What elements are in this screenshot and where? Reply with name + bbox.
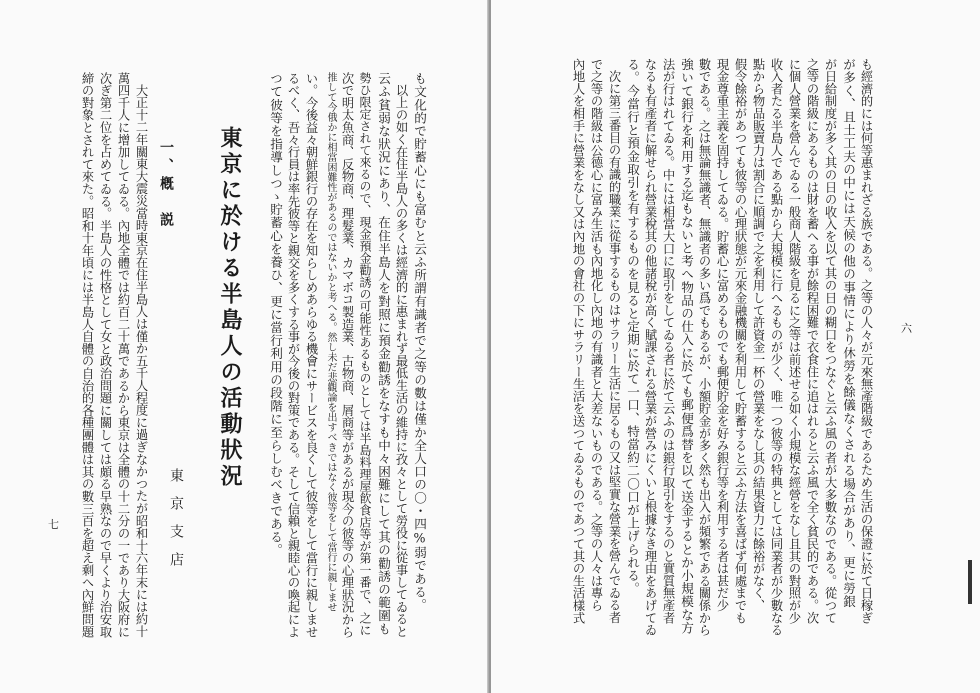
body-line: る。今當行と預金取引を有するものを見ると定期に於て一口、特當約二〇口が上げられる。 bbox=[625, 58, 640, 596]
continuation-line: 推して今俄かに相當困難性があるのではないかと考へる。然し未だ悲觀論を出すべきではなく彼等をして當行に親しませ bbox=[325, 72, 336, 612]
page-number-left: 七 bbox=[48, 518, 59, 531]
continuation-line: も文化的で貯蓄心にも富むと云ふ所謂有識者で之等の數は僅か全人口の〇・四%弱である。 bbox=[412, 72, 427, 612]
continuation-line: 勢ひ限定されて來るので、現金預金勸誘の可能性あるものとしては半島料理屋飮食店等が第一番で、之に bbox=[358, 72, 372, 636]
section-heading: 一、槪 説 bbox=[158, 140, 174, 230]
right-page bbox=[491, 0, 980, 693]
article-title: 東京に於ける半島人の活動狀況 bbox=[217, 126, 243, 490]
continuation-line: つて彼等を指導しつゝ貯蓄心を養ひ、更に當行利用の段階に至らしむべきである。 bbox=[268, 72, 283, 557]
body-line: 假令餘裕があつても彼等の心理狀態が元來金融機關を利用して貯蓄すると云ふ方法を喜ばず何處までも bbox=[733, 58, 747, 624]
article-author: 東京支店 bbox=[168, 468, 184, 580]
section-line: 萬四千人に增加してゐる。內地全體では約百二十萬であるから東京は全體の十二分の一であり大阪府に bbox=[116, 72, 130, 638]
continuation-line: 云ふ貧弱な狀況にあり、在住半島人を對照に預金勸誘をなすも中々困難にして其の勸誘の範圍も bbox=[376, 72, 391, 636]
body-line: なるも有產者に解せられ營業稅其の他諸稅が高く賦課される營業が營みにくいと根據なき理由をあげてゐ bbox=[643, 58, 657, 637]
body-line: 法が行はれてゐる。中には相當大口に取引をしてゐる者に於て云ふのは銀行取引をするのと實質無產者 bbox=[661, 58, 675, 624]
continuation-line: 以上の如く在住半島人の多くは經濟的に惠まれず最低生活の維持に孜々として勞役に從事してゐると bbox=[394, 84, 408, 638]
body-line: に個人營業を營んでゐる一般商人階級を見るに之等は前述せる如く小規模な經營をなし且其の對照が少 bbox=[787, 58, 801, 624]
body-line: で之等の階級は公德心に富み生活も內地化し內地の有識者と大差ないものである。之等の人々は專ら bbox=[589, 58, 603, 612]
page-number-right: 六 bbox=[901, 322, 912, 335]
body-line: 強いて銀行を利用する迄もないと考へ物品の仕入に於ても郵便爲替を以て送金するとか小規模な方 bbox=[679, 58, 694, 635]
page-edge-mark bbox=[968, 560, 972, 604]
body-line: 之等の階級にあるものは財を蓄へる事が餘程困難で衣食住に追はれると云ふ風で全く貧民的である。次 bbox=[805, 58, 819, 624]
body-line: が日給制度が多く其の日の收入を以て其の日の糊口をつなぐと云ふ風の者が大多數なのである。從つて bbox=[823, 58, 837, 624]
body-line: 次に第三番目の有識的職業に從事するものはサラリー生活に居るもの又は堅實な營業を營んでゐる者 bbox=[607, 70, 621, 624]
left-page bbox=[0, 0, 489, 693]
body-line: も經濟的には何等惠まれざる族である。之等の人々が元來無產階級であるため生活の保證に於て日稼ぎ bbox=[859, 58, 873, 624]
section-line: 次ぎ第二位を占めてゐる。半島人の性格として女と政治問題に關しては頗る早熟なので早くより治安取 bbox=[98, 72, 112, 638]
section-line: 大正十二年關東大震災當時東京在住半島人は僅か五千人程度に過ぎなかつたが昭和十六年末には約十 bbox=[134, 84, 148, 638]
continuation-line: 次で明太魚商、反物商、理髮業、カマボコ製造業、古物商、屑商等があるが現今の彼等の心理狀況から bbox=[340, 72, 354, 638]
body-line: が多く、且土工夫の中には天候の他の事情により休勞を餘儀なくされる場合があり、更に勞銀 bbox=[841, 58, 856, 609]
continuation-line: い。今後益々朝鮮銀行の存在を知らしめあらゆる機會にサービスを良くして彼等をして當行に親しませ bbox=[304, 72, 318, 638]
continuation-line: るべく、吾々行員は率先彼等と親交を多くする事が今後の對策である。そして信賴と親睦心の喚起によ bbox=[286, 72, 300, 638]
body-line: 現金尊重主義を固持してゐる。貯蓄心に富めるものでも郵便貯金を好み銀行等を利用する者は甚だ少 bbox=[715, 58, 729, 612]
section-line: 締の對象とされて來た。昭和十年頃には半島人自體の自治的各種團體は其の數三百を超え剩へ內鮮問題 bbox=[80, 72, 94, 638]
body-line: 內地人を相手に營業をなし又は內地の會社の下にサラリー生活を送つてゐるものであつて其の生活樣式 bbox=[571, 58, 585, 624]
body-line: 數である。之は無論無識者、無識者の多い爲でもあるが、小額貯金が多く然も出入が頻繁である關係から bbox=[697, 58, 711, 637]
body-line: 點から物品販賣力は割合に順調で之を利用して許資金一杯の營業をなし其の結果資力に餘裕がなく、 bbox=[751, 58, 765, 612]
body-line: 收入者たる半島人である點から大規模に行へるものが少く、唯一つ彼等の特典としては同業者が少數なる bbox=[769, 58, 783, 637]
